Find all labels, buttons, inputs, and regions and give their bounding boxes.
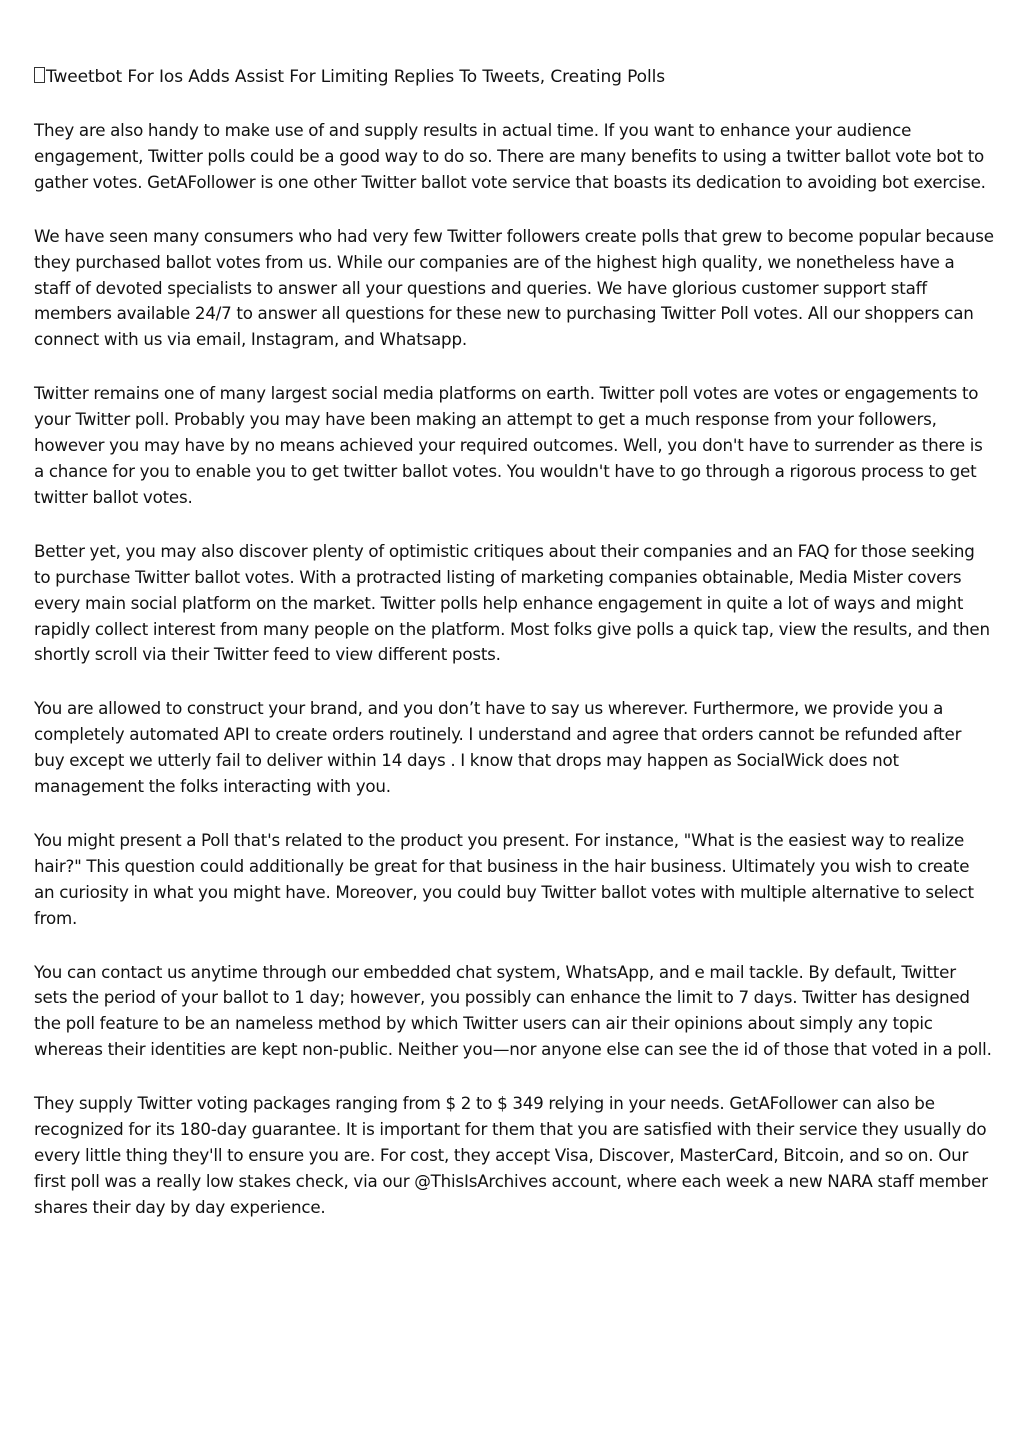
document-title <box>34 64 994 90</box>
document-page <box>34 64 994 1249</box>
document-title-text: Tweetbot For Ios Adds Assist For Limiting Replies To Tweets, Creating Polls <box>46 67 665 87</box>
paragraph-8: They supply Twitter voting packages ranging from $ 2 to $ 349 relying in your needs. GetAFollower can also be recognized for its 180-day guarantee. It is important for them that you are satisfied with their service they usually do every little thing they'll to ensure you are. For cost, they accept Visa, Discover, MasterCard, Bitcoin, and so on. Our first poll was a really low stakes check, via our @ThisIsArchives account, where each week a new NARA staff member shares their day by day experience. <box>34 1093 988 1217</box>
paragraph-3: Twitter remains one of many largest social media platforms on earth. Twitter poll votes are votes or engagements to your Twitter poll. Probably you may have been making an attempt to get a much response from your followers, however you may have by no means achieved your required outcomes. Well, you don't have to surrender as there is a chance for you to enable you to get twitter ballot votes. You wouldn't have to go through a rigorous process to get twitter ballot votes. <box>34 383 983 507</box>
paragraph-5: You are allowed to construct your brand, and you don’t have to say us wherever. Furthermore, we provide you a completely automated API to create orders routinely. I understand and agree that orders cannot be refunded after buy except we utterly fail to deliver within 14 days . I know that drops may happen as SocialWick does not management the folks interacting with you. <box>34 698 962 797</box>
paragraph-4: Better yet, you may also discover plenty of optimistic critiques about their companies and an FAQ for those seeking to purchase Twitter ballot votes. With a protracted listing of marketing companies obtainable, Media Mister covers every main social platform on the market. Twitter polls help enhance engagement in quite a lot of ways and might rapidly collect interest from many people on the platform. Most folks give polls a quick tap, view the results, and then shortly scroll via their Twitter feed to view different posts. <box>34 540 990 665</box>
missing-glyph-icon <box>34 67 45 83</box>
paragraph-2: We have seen many consumers who had very few Twitter followers create polls that grew to become popular because they purchased ballot votes from us. While our companies are of the highest high quality, we nonetheless have a staff of devoted specialists to answer all your questions and queries. We have glorious customer support staff members available 24/7 to answer all questions for these new to purchasing Twitter Poll votes. All our shoppers can connect with us via email, Instagram, and Whatsapp. <box>34 225 994 350</box>
paragraph-7: You can contact us anytime through our embedded chat system, WhatsApp, and e mail tackle. By default, Twitter sets the period of your ballot to 1 day; however, you possibly can enhance the limit to 7 days. Twitter has designed the poll feature to be an nameless method by which Twitter users can air their opinions about simply any topic whereas their identities are kept non-public. Neither you—nor anyone else can see the id of those that voted in a poll. <box>34 961 992 1060</box>
paragraph-1: They are also handy to make use of and supply results in actual time. If you want to enhance your audience engagement, Twitter polls could be a good way to do so. There are many benefits to using a twitter ballot vote bot to gather votes. GetAFollower is one other Twitter ballot vote service that boasts its dedication to avoiding bot exercise. <box>34 120 986 192</box>
paragraph-6: You might present a Poll that's related to the product you present. For instance, "What is the easiest way to realize hair?" This question could additionally be great for that business in the hair business. Ultimately you wish to create an curiosity in what you might have. Moreover, you could buy Twitter ballot votes with multiple alternative to select from. <box>34 829 974 928</box>
